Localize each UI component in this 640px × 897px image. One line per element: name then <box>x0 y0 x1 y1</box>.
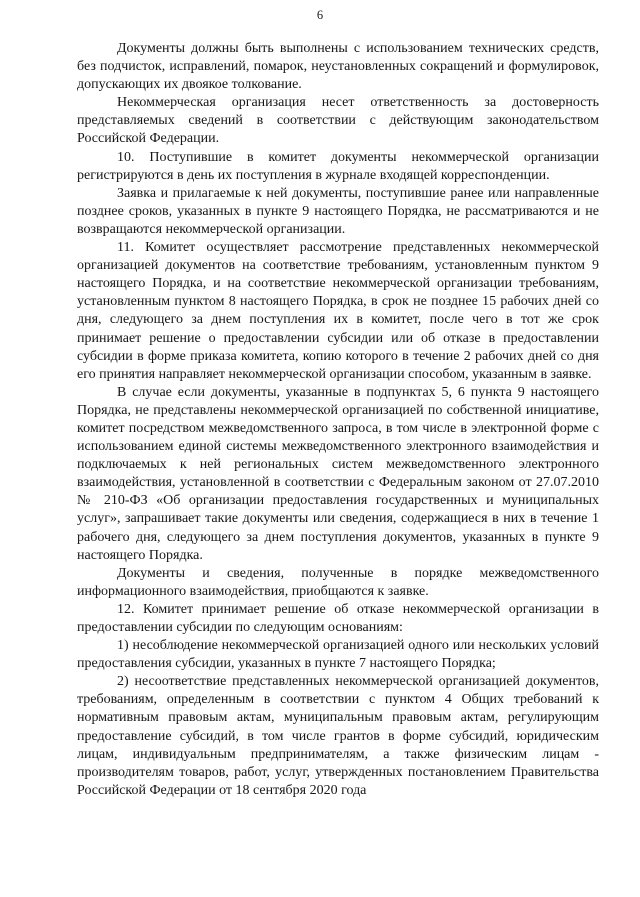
page-number: 6 <box>316 8 324 22</box>
paragraph-refusal-ground-1: 1) несоблюдение некоммерческой организацией одного или нескольких условий предоставления субсидии, указанных в пункте 7 настоящего Порядка; <box>77 638 599 672</box>
paragraph-attached-documents: Документы и сведения, полученные в порядке межведомственного информационного взаимодействия, приобщаются к заявке. <box>77 565 599 599</box>
paragraph-item-11: 11. Комитет осуществляет рассмотрение представленных некоммерческой организацией документов на соответствие требованиям, установленным пунктом 9 настоящего Порядка, и на соответствие некоммерческой организации требованиям, установленным пунктом 8 настоящего Порядка, в срок не позднее 15 рабочих дней со дня, следующего за днем поступления их в комитет, после чего в тот же срок принимает решение о предоставлении субсидии или об отказе в предоставлении субсидии в форме приказа комитета, копию которого в течение 2 рабочих дней со дня его принятия направляет некоммерческой организации способом, указанным в заявке. <box>77 240 599 382</box>
document-body <box>77 40 599 800</box>
paragraph-responsibility: Некоммерческая организация несет ответственность за достоверность представляемых сведений в соответствии с действующим законодательством Российской Федерации. <box>77 95 599 147</box>
paragraph-late-applications: Заявка и прилагаемые к ней документы, поступившие ранее или направленные позднее сроков, указанных в пункте 9 настоящего Порядка, не рассматриваются и не возвращаются некоммерческой организации. <box>77 185 599 237</box>
paragraph-item-12: 12. Комитет принимает решение об отказе некоммерческой организации в предоставлении субсидии по следующим основаниям: <box>77 601 599 635</box>
paragraph-refusal-ground-2: 2) несоответствие представленных некоммерческой организацией документов, требованиям, определенным в соответствии с пунктом 4 Общих требований к нормативным правовым актам, муниципальным правовым актам, регулирующим предоставление субсидий, в том числе грантов в форме субсидий, юридическим лицам, индивидуальным предпринимателям, а также физическим лицам - производителям товаров, работ, услуг, утвержденных постановлением Правительства Российской Федерации от 18 сентября 2020 года <box>77 674 599 798</box>
paragraph-interagency-request: В случае если документы, указанные в подпунктах 5, 6 пункта 9 настоящего Порядка, не представлены некоммерческой организацией по собственной инициативе, комитет посредством межведомственного запроса, в том числе в электронной форме с использованием единой системы межведомственного электронного взаимодействия и подключаемых к ней региональных систем межведомственного электронного взаимодействия, установленной в соответствии с Федеральным законом от 27.07.2010 № 210-ФЗ «Об организации предоставления государственных и муниципальных услуг», запрашивает такие документы или сведения, содержащиеся в них в течение 1 рабочего дня, следующего за днем поступления документов, указанных в пункте 9 настоящего Порядка. <box>77 384 599 563</box>
paragraph-documents-requirements: Документы должны быть выполнены с использованием технических средств, без подчисток, исправлений, помарок, неустановленных сокращений и формулировок, допускающих их двоякое толкование. <box>77 41 599 93</box>
paragraph-item-10: 10. Поступившие в комитет документы некоммерческой организации регистрируются в день их поступления в журнале входящей корреспонденции. <box>77 149 599 183</box>
